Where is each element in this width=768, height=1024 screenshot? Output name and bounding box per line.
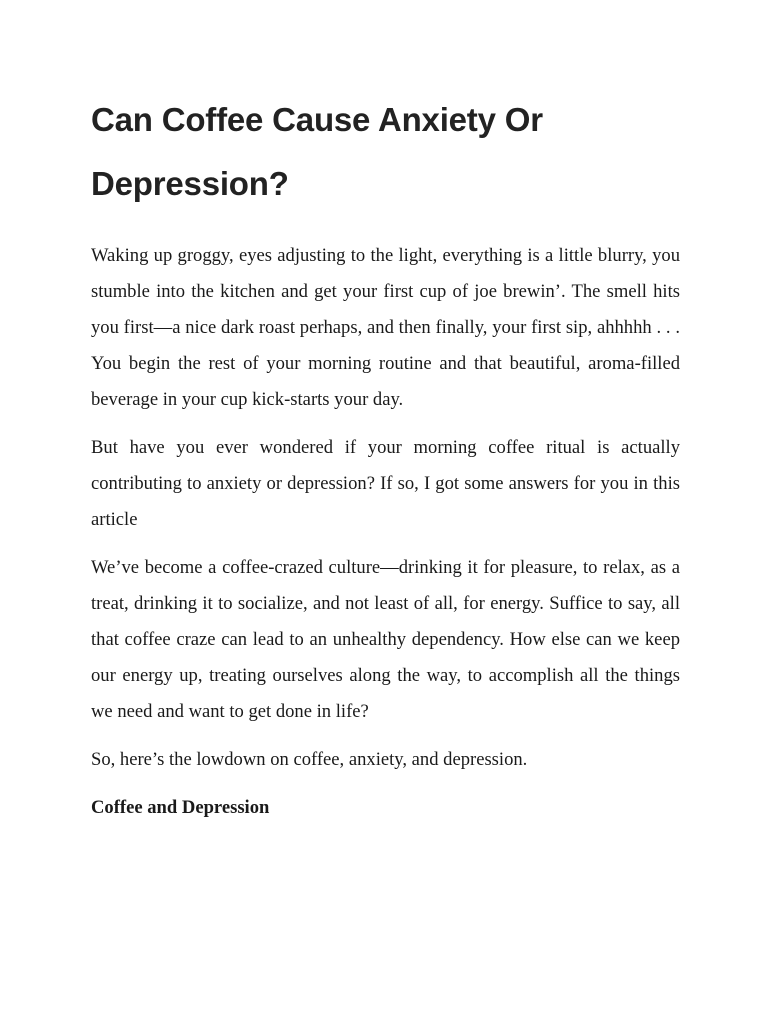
paragraph-intro: Waking up groggy, eyes adjusting to the light, everything is a little blurry, you stumble into the kitchen and get your first cup of joe brewin’. The smell hits you first—a nice dark roast perhaps, and then finally, your first sip, ahhhhh . . . You begin the rest of your morning routine and that beautiful, aroma-filled beverage in your cup kick-starts your day. <box>91 245 680 410</box>
paragraph-culture: We’ve become a coffee-crazed culture—drinking it for pleasure, to relax, as a treat, drinking it to socialize, and not least of all, for energy. Suffice to say, all that coffee craze can lead to an unhealthy dependency. How else can we keep our energy up, treating ourselves along the way, to accomplish all the things we need and want to get done in life? <box>91 557 680 722</box>
article-title: Can Coffee Cause Anxiety Or Depression? <box>91 101 543 202</box>
paragraph-question: But have you ever wondered if your morning coffee ritual is actually contributing to anxiety or depression? If so, I got some answers for you in this article <box>91 437 680 530</box>
paragraph-lowdown: So, here’s the lowdown on coffee, anxiety, and depression. <box>91 749 528 770</box>
section-heading-coffee-depression: Coffee and Depression <box>91 797 270 818</box>
